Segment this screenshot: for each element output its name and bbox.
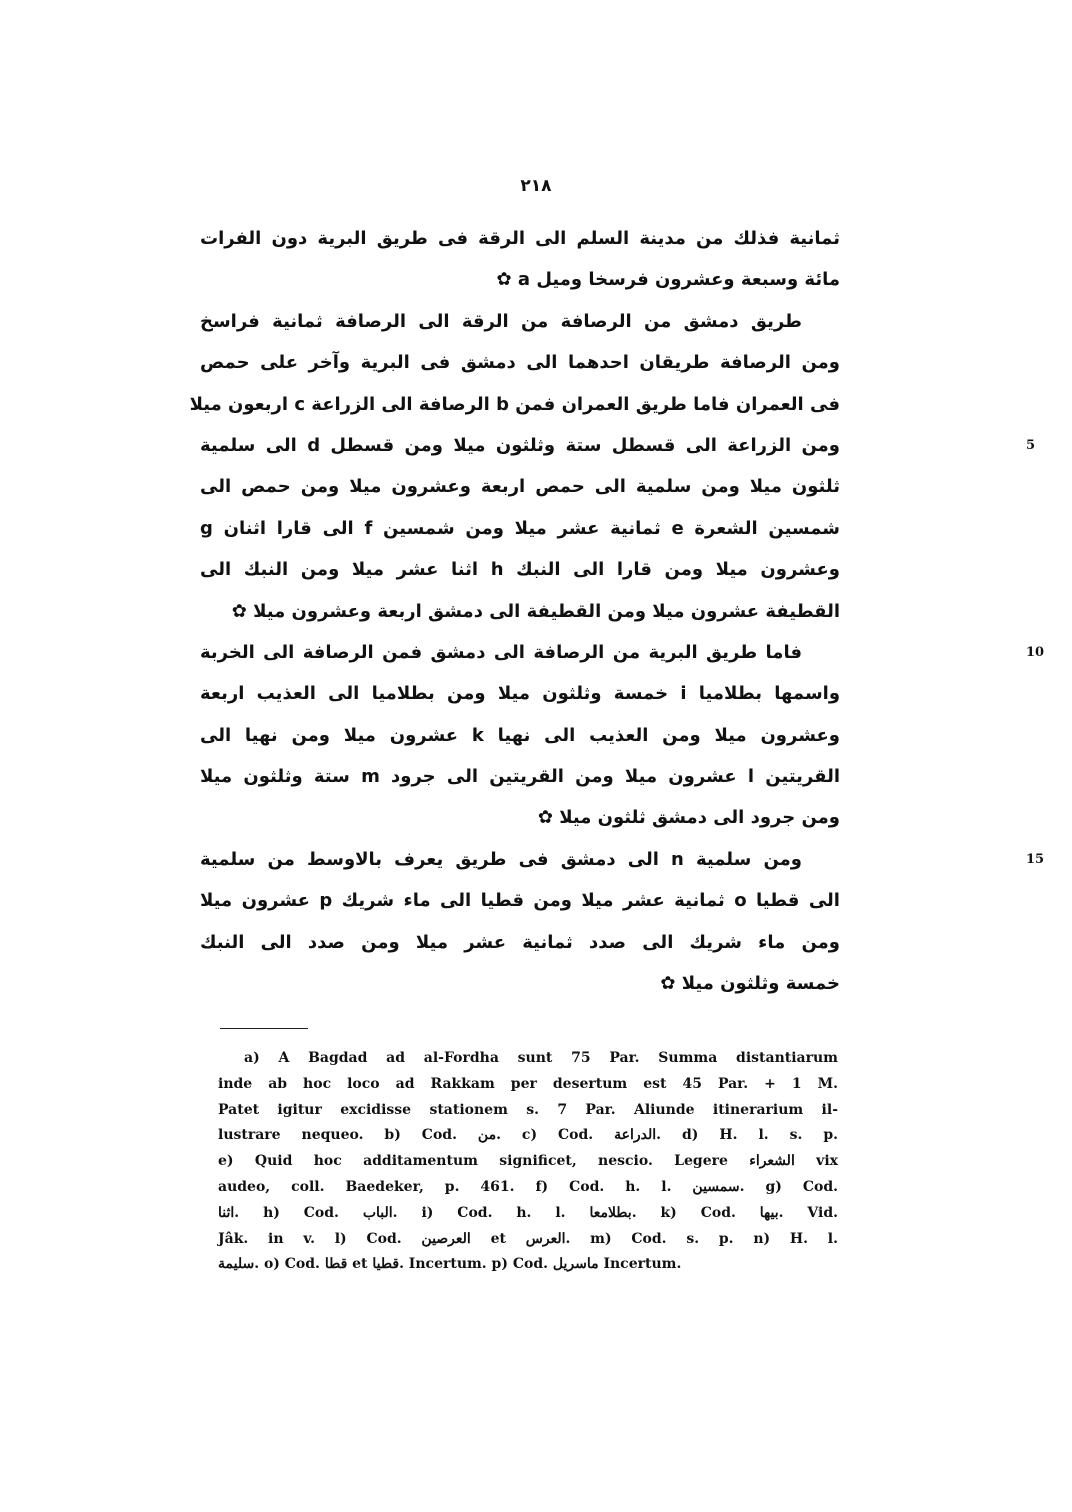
text-line-content: ثلثون ميلا ومن سلمية الى حمص اربعة وعشرون ميلا ومن حمص الى: [200, 476, 840, 498]
text-line-content: خمسة وثلثون ميلا ✿: [660, 973, 840, 995]
footnote-line: e) Quid hoc additamentum significet, nescio. Legere الشعراء vix: [218, 1153, 838, 1170]
text-line-content: وعشرون ميلا ومن العذيب الى نهيا k عشرون ميلا ومن نهيا الى: [200, 724, 840, 746]
text-line-content: مائة وسبعة وعشرون فرسخا وميل a ✿: [496, 269, 840, 291]
text-line: [200, 963, 840, 1004]
text-line: [200, 922, 840, 963]
text-line: [200, 342, 840, 383]
footnote-line: audeo, coll. Baedeker, p. 461. f) Cod. h. l. سمسين. g) Cod.: [218, 1178, 838, 1195]
text-line: [200, 715, 840, 756]
text-line: [200, 259, 840, 300]
text-line-content: فاما طريق البرية من الرصافة الى دمشق فمن الرصافة الى الخربة: [200, 641, 802, 663]
text-line: [200, 466, 840, 507]
page-number: ٢١٨: [520, 176, 552, 196]
footnote-line: inde ab hoc loco ad Rakkam per desertum est 45 Par. + 1 M.: [218, 1075, 838, 1092]
footnotes: [218, 1046, 838, 1278]
footnote-line: a) A Bagdad ad al-Fordha sunt 75 Par. Summa distantiarum: [244, 1050, 838, 1066]
footnote-line: Jâk. in v. l) Cod. العرصين et العرس. m) Cod. s. p. n) H. l.: [218, 1230, 838, 1247]
text-line-content: فى العمران فاما طريق العمران فمن b الرصافة الى الزراعة c اربعون ميلا: [189, 393, 840, 415]
text-line-content: واسمها بطلاميا i خمسة وثلثون ميلا ومن بطلاميا الى العذيب اربعة: [200, 683, 841, 705]
line-number: 15: [1026, 851, 1045, 867]
text-line-content: ومن سلمية n الى دمشق فى طريق يعرف بالاوسط من سلمية: [200, 848, 802, 870]
text-line-content: طريق دمشق من الرصافة من الرقة الى الرصافة ثمانية فراسخ: [200, 310, 802, 332]
text-line-content: ثمانية فذلك من مدينة السلم الى الرقة فى طريق البرية دون الفرات: [200, 228, 840, 249]
line-number: 10: [1026, 644, 1045, 660]
text-line-content: ومن الزراعة الى قسطل ستة وثلثون ميلا ومن قسطل d الى سلمية: [200, 434, 841, 456]
text-line: [200, 301, 840, 342]
footnote-line: سليمة. o) Cod. قطا et قطيا. Incertum. p) Cod. ماسريل Incertum.: [218, 1256, 682, 1273]
text-line-content: شمسين الشعرة e ثمانية عشر ميلا ومن شمسين f الى قارا اثنان g: [200, 517, 840, 539]
line-number: 5: [1026, 437, 1036, 453]
text-line: [200, 549, 840, 590]
text-line-content: الى قطيا o ثمانية عشر ميلا ومن قطيا الى ماء شريك p عشرون ميلا: [200, 890, 840, 912]
text-line: [200, 880, 840, 921]
footnote-line: اثنا. h) Cod. الباب. i) Cod. h. l. بطلامعا. k) Cod. بيها. Vid.: [218, 1204, 839, 1221]
arabic-main-text: [189, 218, 1045, 1004]
text-line-content: ومن ماء شريك الى صدد ثمانية عشر ميلا ومن صدد الى النبك: [200, 931, 840, 953]
text-line-content: ومن الرصافة طريقان احدهما الى دمشق فى البرية وآخر على حمص: [200, 352, 840, 374]
text-line: [200, 508, 840, 549]
footnote-line: lustrare nequeo. b) Cod. من. c) Cod. الدراعة. d) H. l. s. p.: [218, 1127, 838, 1144]
footnote-separator-rule: [220, 1028, 308, 1029]
text-line: [200, 673, 840, 714]
text-line: [200, 756, 840, 797]
footnote-line: Patet igitur excidisse stationem s. 7 Par. Aliunde itinerarium il-: [218, 1101, 838, 1118]
text-line-content: القريتين l عشرون ميلا ومن القريتين الى جرود m ستة وثلثون ميلا: [200, 766, 841, 788]
text-line: [200, 218, 840, 259]
text-line-content: القطيفة عشرون ميلا ومن القطيفة الى دمشق اربعة وعشرون ميلا ✿: [231, 600, 840, 622]
text-line: [200, 632, 840, 673]
text-line: [200, 425, 840, 466]
text-line-content: ومن جرود الى دمشق ثلثون ميلا ✿: [537, 807, 840, 829]
text-line-content: وعشرون ميلا ومن قارا الى النبك h اثنا عشر ميلا ومن النبك الى: [200, 559, 840, 581]
text-line: [200, 839, 840, 880]
